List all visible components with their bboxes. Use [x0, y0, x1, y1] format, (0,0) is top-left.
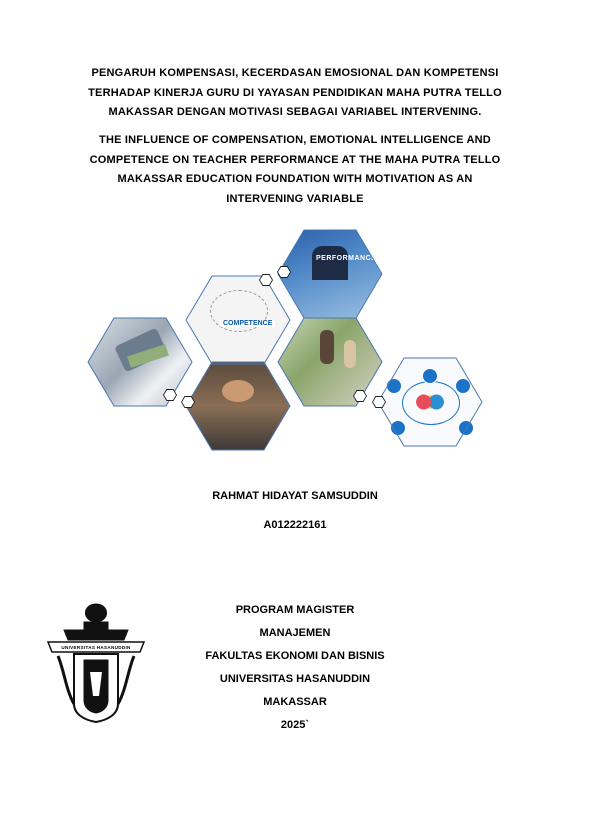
- author-name: RAHMAT HIDAYAT SAMSUDDIN: [212, 490, 378, 502]
- year: 2025`: [280, 719, 310, 731]
- student-id: A012222161: [263, 519, 327, 531]
- city-name: MAKASSAR: [263, 696, 327, 708]
- title-en-line: THE INFLUENCE OF COMPENSATION, EMOTIONAL INTELLIGENCE AND: [99, 134, 491, 146]
- title-en-line: INTERVENING VARIABLE: [226, 192, 364, 205]
- title-id-line: MAKASSAR DENGAN MOTIVASI SEBAGAI VARIABEL INTERVENING.: [108, 106, 482, 118]
- title-en-line: COMPETENCE ON TEACHER PERFORMANCE AT THE MAHA PUTRA TELLO: [89, 153, 501, 166]
- logo-banner-text: UNIVERSITAS HASANUDDIN: [61, 645, 131, 650]
- program-name: PROGRAM MAGISTER: [235, 604, 355, 616]
- department-name: MANAJEMEN: [259, 627, 331, 639]
- faculty-name: FAKULTAS EKONOMI DAN BISNIS: [205, 650, 385, 662]
- title-en-line: MAKASSAR EDUCATION FOUNDATION WITH MOTIVATION AS AN: [117, 173, 473, 185]
- title-id-line: PENGARUH KOMPENSASI, KECERDASAN EMOSIONAL DAN KOMPETENSI: [91, 67, 499, 79]
- university-name: UNIVERSITAS HASANUDDIN: [219, 673, 371, 685]
- title-id-line: TERHADAP KINERJA GURU DI YAYASAN PENDIDIKAN MAHA PUTRA TELLO: [88, 86, 502, 99]
- competence-label: COMPETENCE: [220, 320, 275, 327]
- performance-label: PERFORMANCE: [316, 255, 377, 262]
